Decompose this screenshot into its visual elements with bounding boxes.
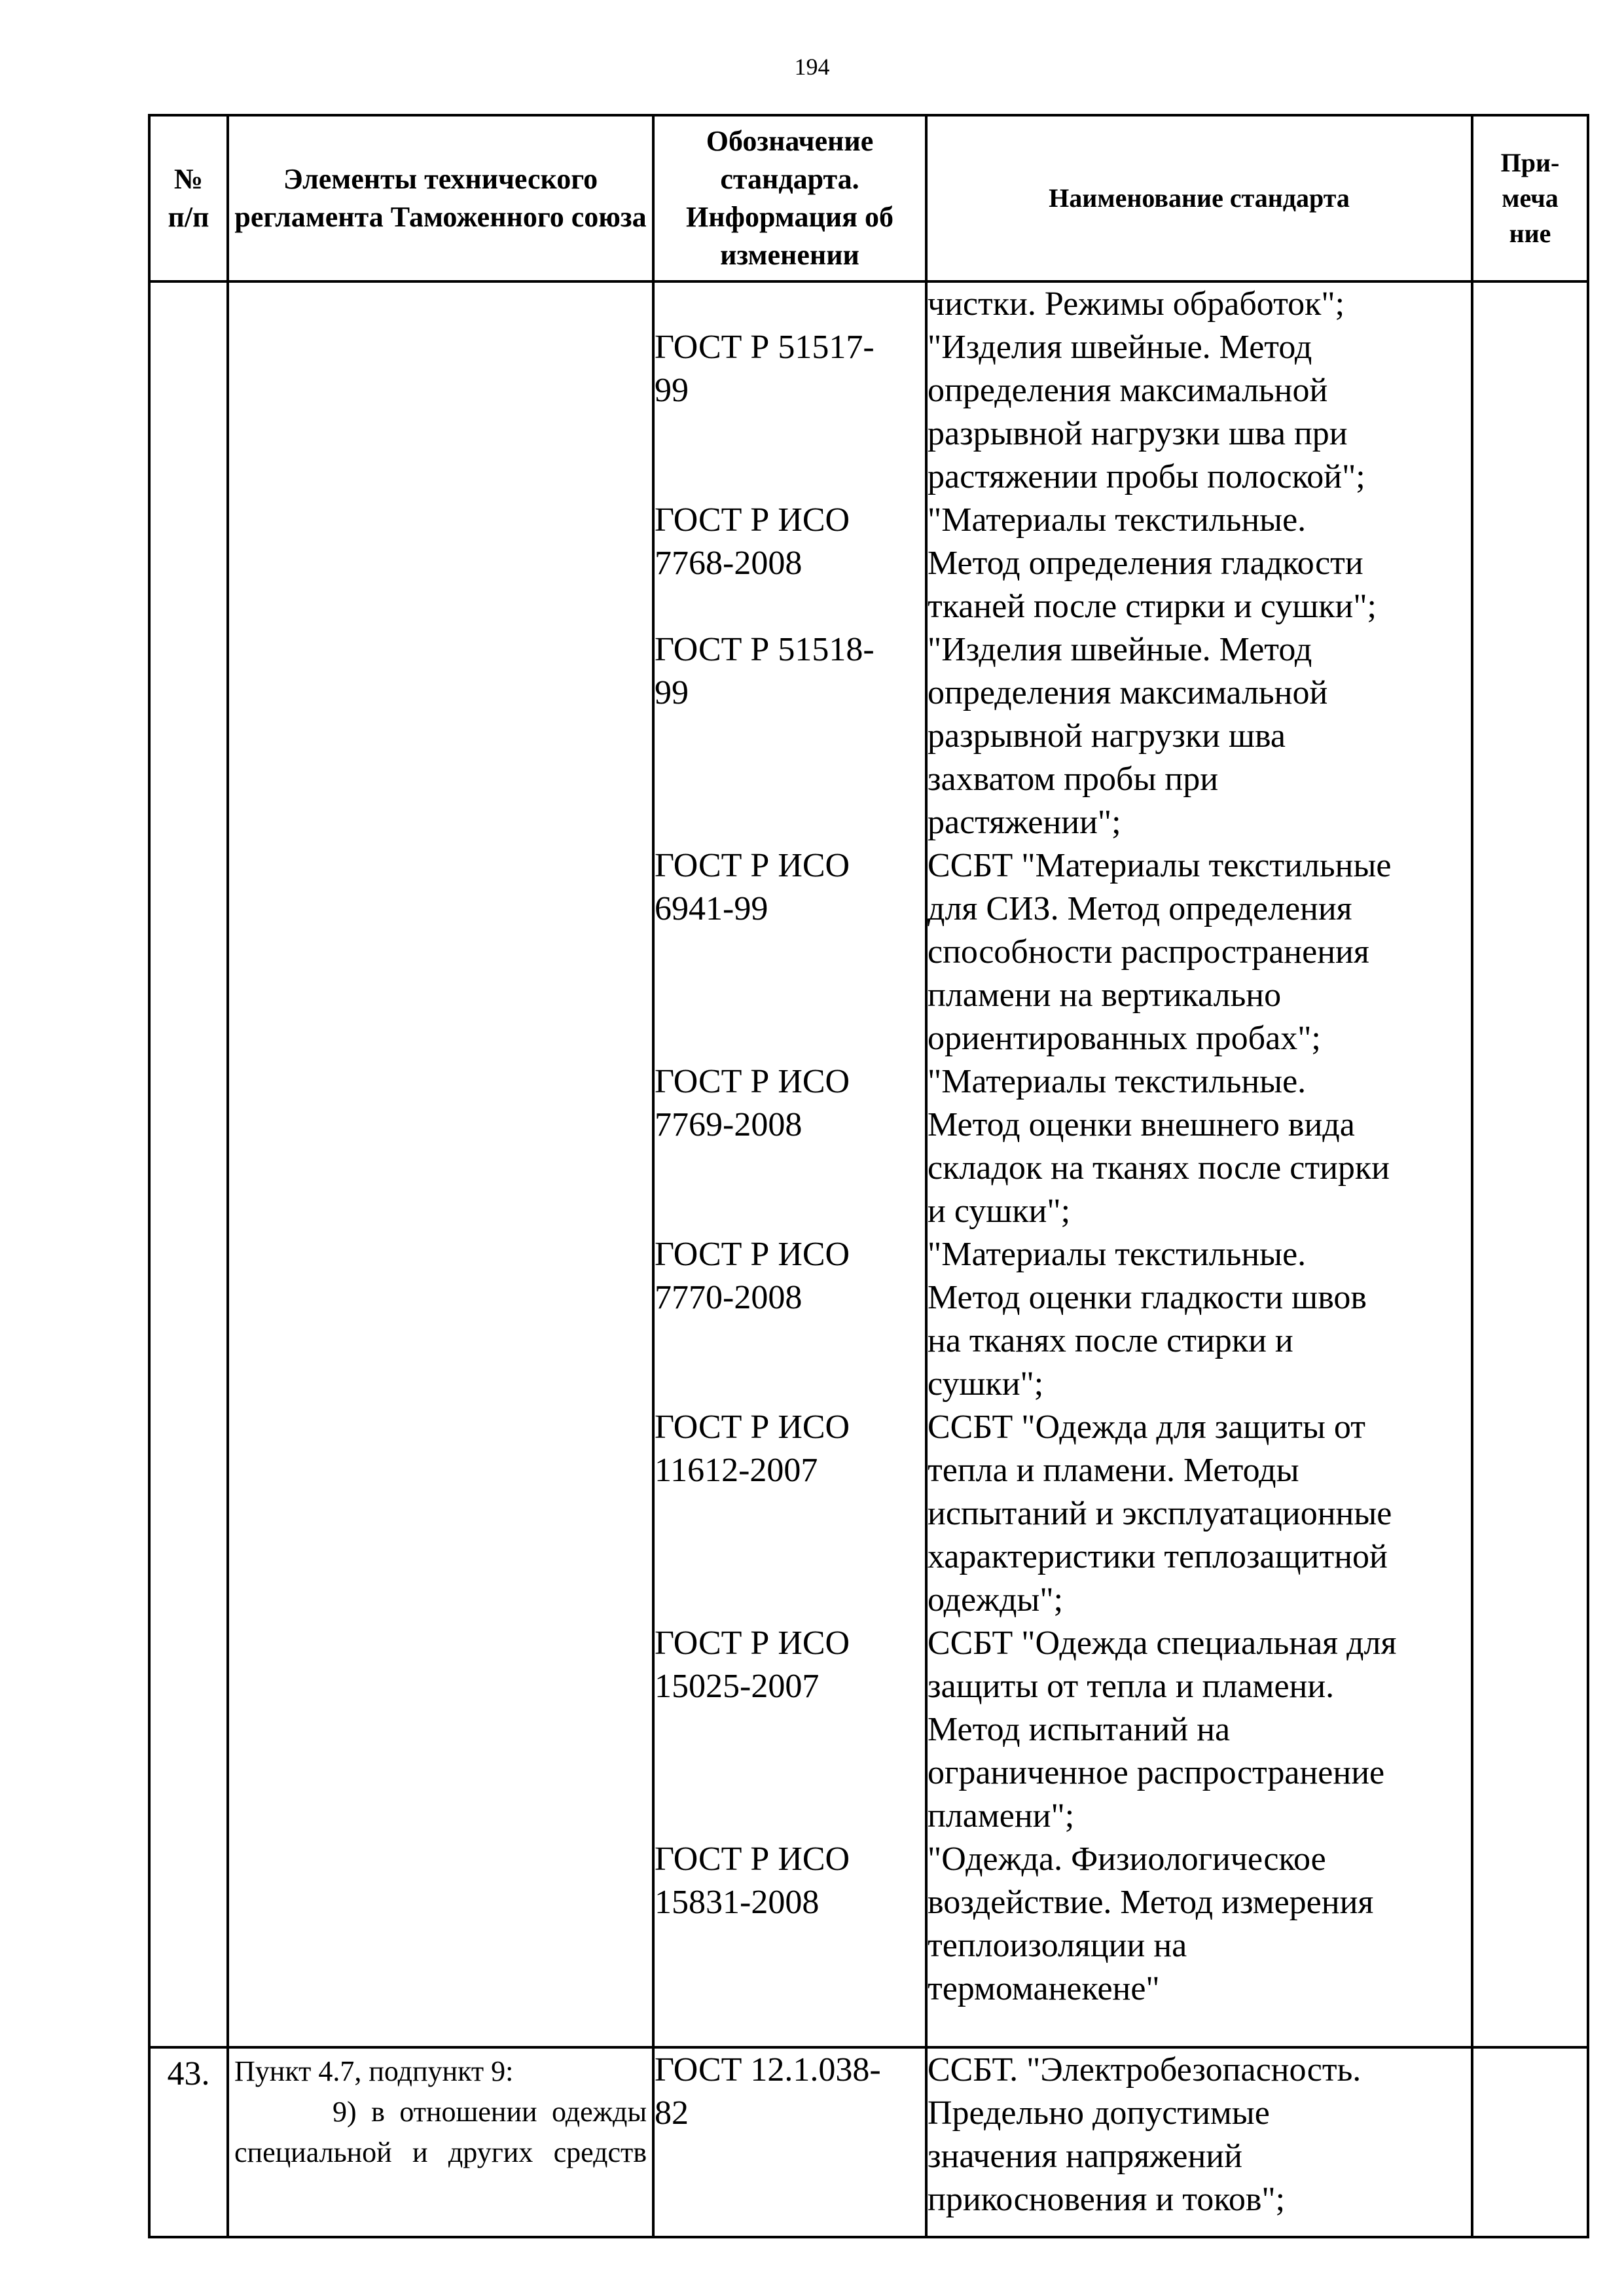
standard-code: ГОСТ Р ИСО 6941-99 [655, 847, 850, 927]
standard-code: ГОСТ Р 51518- 99 [655, 631, 875, 711]
standard-name-lead: чистки. Режимы обработок"; [928, 285, 1345, 323]
header-elements: Элементы технического регламента Таможенного союза [228, 115, 653, 281]
standard-code: ГОСТ Р 51517- 99 [655, 329, 875, 409]
standard-name: "Материалы текстильные. Метод оценки внешнего вида складок на тканях после стирки и сушки"; [928, 1063, 1390, 1230]
standard-name: "Изделия швейные. Метод определения максимальной разрывной нагрузки шва захватом пробы при растяжении"; [928, 631, 1328, 841]
standard-name: "Изделия швейные. Метод определения максимальной разрывной нагрузки шва при растяжении пробы полоской"; [928, 329, 1365, 495]
header-note: При- меча ние [1472, 115, 1588, 281]
standard-name: ССБТ "Одежда для защиты от тепла и пламени. Методы испытаний и эксплуатационные характеристики теплозащитной одежды"; [928, 1408, 1392, 1619]
cell-standard-name [926, 281, 1472, 2047]
standard-name: ССБТ. "Электробезопасность. Предельно допустимые значения напряжений прикосновения и токов"; [928, 2051, 1362, 2218]
cell-standard-name [926, 2047, 1472, 2237]
standard-code: ГОСТ Р ИСО 11612-2007 [655, 1408, 850, 1489]
cell-designation [653, 2047, 926, 2237]
standard-code: ГОСТ Р ИСО 7768-2008 [655, 501, 850, 582]
header-standard-name: Наименование стандарта [926, 115, 1472, 281]
standards-table [148, 114, 1589, 2238]
header-num: № п/п [149, 115, 228, 281]
standard-code: ГОСТ Р ИСО 7770-2008 [655, 1236, 850, 1316]
standard-name: "Материалы текстильные. Метод определения гладкости тканей после стирки и сушки"; [928, 501, 1377, 625]
elements-clause: Пункт 4.7, подпункт 9: [234, 2055, 514, 2087]
header-designation: Обозначение стандарта. Информация об изменении [653, 115, 926, 281]
standard-code: ГОСТ Р ИСО 15025-2007 [655, 1624, 850, 1705]
table-row-continuation [149, 281, 1588, 2047]
elements-text: 9) в отношении одежды специальной и других средств [234, 2096, 647, 2168]
page-number: 194 [794, 54, 830, 80]
standard-code: ГОСТ Р ИСО 7769-2008 [655, 1063, 850, 1143]
cell-num [149, 281, 228, 2047]
cell-note [1472, 281, 1588, 2047]
cell-elements [228, 2047, 653, 2237]
cell-num: 43. [149, 2047, 228, 2237]
standard-code: ГОСТ 12.1.038- 82 [655, 2051, 881, 2132]
cell-designation [653, 281, 926, 2047]
standard-name: ССБТ "Одежда специальная для защиты от тепла и пламени. Метод испытаний на ограниченное распространение пламени"; [928, 1624, 1397, 1835]
standard-name: "Материалы текстильные. Метод оценки гладкости швов на тканях после стирки и сушки"; [928, 1236, 1367, 1403]
table-row-43 [149, 2047, 1588, 2237]
standard-code: ГОСТ Р ИСО 15831-2008 [655, 1840, 850, 1921]
cell-elements [228, 281, 653, 2047]
cell-note [1472, 2047, 1588, 2237]
table-header-row [149, 115, 1588, 281]
standard-name: ССБТ "Материалы текстильные для СИЗ. Метод определения способности распространения пламени на вертикально ориентированных пробах"; [928, 847, 1392, 1057]
standard-name: "Одежда. Физиологическое воздействие. Метод измерения теплоизоляции на термоманекене" [928, 1840, 1374, 2007]
